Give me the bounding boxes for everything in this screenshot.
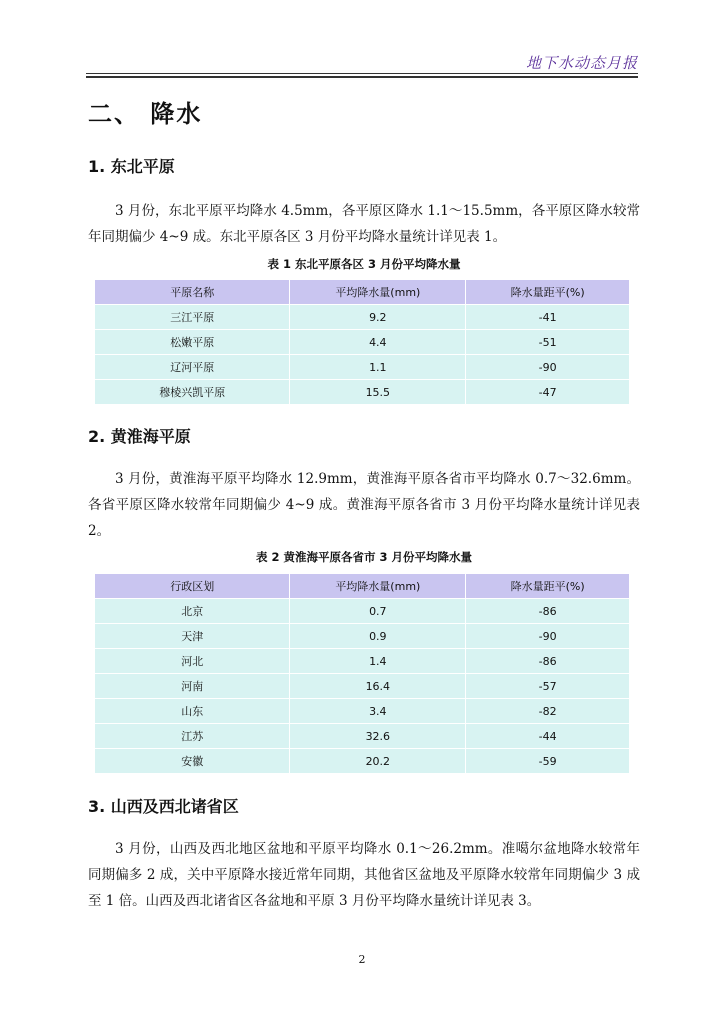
header-divider bbox=[86, 73, 638, 74]
table-row bbox=[95, 699, 629, 723]
column-header: 降水量距平(%) bbox=[466, 280, 629, 304]
table-cell: 0.7 bbox=[290, 599, 465, 623]
table-cell: 3.4 bbox=[290, 699, 465, 723]
column-header: 平原名称 bbox=[95, 280, 289, 304]
subsection-title-huanghuaihai: 2. 黄淮海平原 bbox=[88, 427, 191, 446]
table-cell: 河北 bbox=[95, 649, 289, 673]
table-cell: -90 bbox=[466, 355, 629, 379]
table-cell: 9.2 bbox=[290, 305, 465, 329]
table-cell: -82 bbox=[466, 699, 629, 723]
table-row bbox=[95, 649, 629, 673]
table-cell: 北京 bbox=[95, 599, 289, 623]
page-number: 2 bbox=[358, 953, 366, 966]
table-cell: 32.6 bbox=[290, 724, 465, 748]
table-cell: -86 bbox=[466, 599, 629, 623]
table-cell: 三江平原 bbox=[95, 305, 289, 329]
table-cell: -47 bbox=[466, 380, 629, 404]
table-cell: -44 bbox=[466, 724, 629, 748]
table-cell: 辽河平原 bbox=[95, 355, 289, 379]
table-cell: 河南 bbox=[95, 674, 289, 698]
table-cell: 20.2 bbox=[290, 749, 465, 773]
report-header-title: 地下水动态月报 bbox=[525, 54, 638, 72]
header-divider-thick bbox=[86, 76, 638, 78]
subsection-title-shanxi-northwest: 3. 山西及西北诸省区 bbox=[88, 797, 239, 816]
table-cell: -41 bbox=[466, 305, 629, 329]
table-cell: 山东 bbox=[95, 699, 289, 723]
column-header: 行政区划 bbox=[95, 574, 289, 598]
table-cell: 穆棱兴凯平原 bbox=[95, 380, 289, 404]
table-row bbox=[95, 305, 629, 329]
table-row bbox=[95, 355, 629, 379]
table-cell: 江苏 bbox=[95, 724, 289, 748]
table-cell: 15.5 bbox=[290, 380, 465, 404]
table-huanghuaihai-precipitation bbox=[94, 573, 630, 774]
table2-caption: 表 2 黄淮海平原各省市 3 月份平均降水量 bbox=[255, 550, 473, 564]
section-title: 二、 降水 bbox=[88, 100, 203, 128]
table1-caption: 表 1 东北平原各区 3 月份平均降水量 bbox=[267, 257, 461, 271]
paragraph-northeast: 3 月份，东北平原平均降水 4.5mm，各平原区降水 1.1～15.5mm，各平原区降水较常年同期偏少 4~9 成。东北平原各区 3 月份平均降水量统计详见表 1。 bbox=[88, 203, 640, 245]
table-cell: -86 bbox=[466, 649, 629, 673]
column-header: 平均降水量(mm) bbox=[290, 280, 465, 304]
table-cell: -57 bbox=[466, 674, 629, 698]
table-cell: 1.4 bbox=[290, 649, 465, 673]
table-cell: 4.4 bbox=[290, 330, 465, 354]
table-cell: 1.1 bbox=[290, 355, 465, 379]
subsection-title-northeast: 1. 东北平原 bbox=[88, 157, 175, 176]
table-row bbox=[95, 599, 629, 623]
table-cell: 天津 bbox=[95, 624, 289, 648]
table-header-row bbox=[95, 574, 629, 598]
paragraph-huanghuaihai: 3 月份，黄淮海平原平均降水 12.9mm，黄淮海平原各省市平均降水 0.7～32.6mm。各省平原区降水较常年同期偏少 4~9 成。黄淮海平原各省市 3 月份平均降水量统计详见表 2。 bbox=[88, 471, 640, 539]
column-header: 降水量距平(%) bbox=[466, 574, 629, 598]
paragraph-shanxi-northwest: 3 月份，山西及西北地区盆地和平原平均降水 0.1～26.2mm。准噶尔盆地降水较常年同期偏多 2 成，关中平原降水接近常年同期，其他省区盆地及平原降水较常年同期偏少 3 成至 1 倍。山西及西北诸省区各盆地和平原 3 月份平均降水量统计详见表 3。 bbox=[88, 841, 640, 909]
table-cell: 松嫩平原 bbox=[95, 330, 289, 354]
table-cell: -59 bbox=[466, 749, 629, 773]
table-row bbox=[95, 724, 629, 748]
table-cell: -51 bbox=[466, 330, 629, 354]
table-northeast-precipitation bbox=[94, 279, 630, 405]
table-cell: 0.9 bbox=[290, 624, 465, 648]
table-cell: -90 bbox=[466, 624, 629, 648]
table-cell: 16.4 bbox=[290, 674, 465, 698]
table-header-row bbox=[95, 280, 629, 304]
table-row bbox=[95, 749, 629, 773]
table-row bbox=[95, 380, 629, 404]
table-cell: 安徽 bbox=[95, 749, 289, 773]
table-row bbox=[95, 330, 629, 354]
table-row bbox=[95, 674, 629, 698]
column-header: 平均降水量(mm) bbox=[290, 574, 465, 598]
table-row bbox=[95, 624, 629, 648]
